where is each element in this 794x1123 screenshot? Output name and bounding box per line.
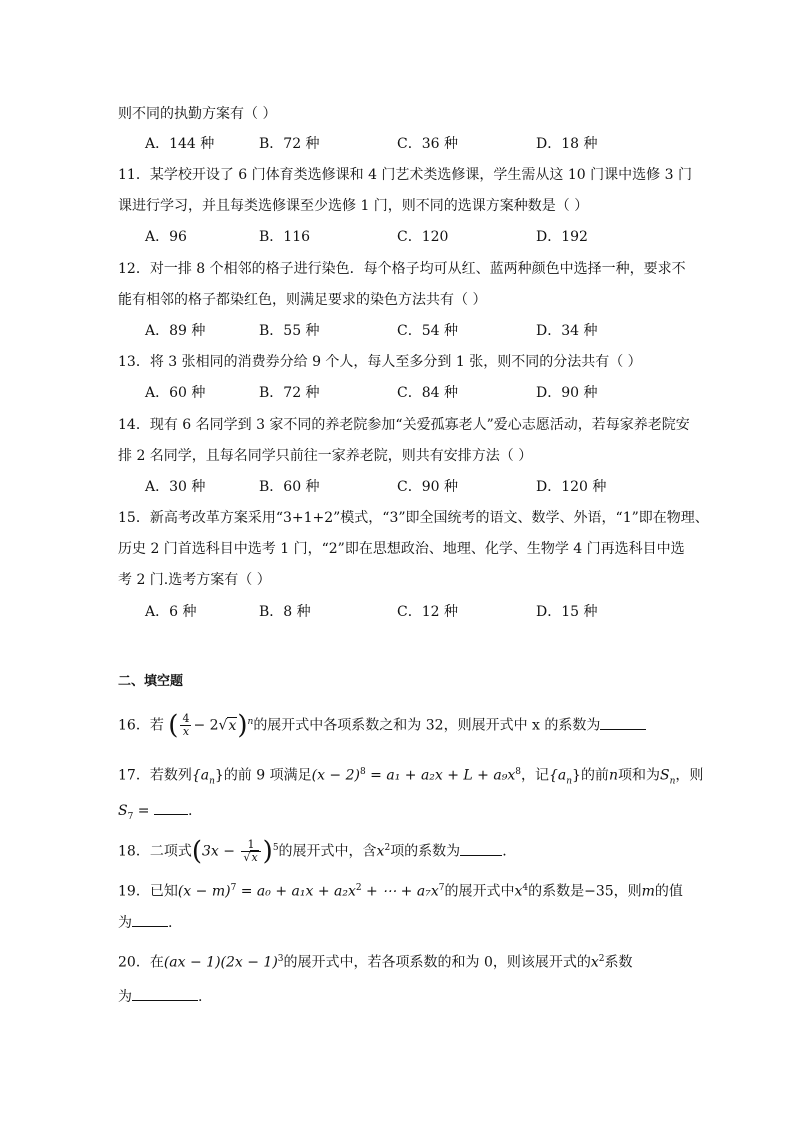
- q12-option-b: B．55 种: [259, 323, 320, 339]
- q18-frac-den: √x: [243, 851, 258, 865]
- q17-text-2: 的前 9 项满足: [223, 767, 312, 784]
- q17-s: S: [659, 767, 670, 784]
- q16-frac-num: 4: [182, 712, 190, 726]
- q19-value: −35: [584, 883, 614, 900]
- q11-option-c: C．120: [397, 229, 449, 245]
- q19-x: x: [514, 883, 523, 900]
- q15-stem-line3: 考 2 门.选考方案有（ ）: [118, 572, 271, 588]
- q16-minus-term: − 2: [193, 717, 219, 734]
- q17-period: .: [187, 803, 193, 819]
- q10-stem: 则不同的执勤方案有（ ）: [118, 106, 277, 122]
- q17-n-var: n: [608, 767, 618, 784]
- q18-period: .: [502, 843, 507, 860]
- q17-expr-exp: 8: [359, 767, 366, 777]
- q17-text-1: 17．若数列: [118, 767, 192, 784]
- q11-option-d: D．192: [536, 229, 588, 245]
- q20-line1: [118, 949, 633, 973]
- q17-text-5: 项和为: [617, 767, 660, 784]
- q19-text-3: 的系数是: [528, 883, 585, 900]
- q12-option-d: D．34 种: [536, 323, 598, 339]
- q19-expr: (x − m): [177, 883, 231, 900]
- q17-eq-exp: 8: [515, 767, 521, 777]
- q18-exponent: 5: [272, 843, 279, 853]
- q17-line2: [118, 800, 192, 827]
- q20-line2-text: 为: [118, 989, 132, 1005]
- q20-x: x: [590, 954, 599, 971]
- q16: [118, 708, 646, 740]
- q17-expr: (x − 2): [311, 767, 360, 784]
- q15-option-c: C．12 种: [397, 604, 458, 620]
- q20-x-exp: 2: [598, 954, 605, 964]
- q20-text-1: 20．在: [118, 954, 164, 971]
- q14-stem-line2: 排 2 名同学，且每名同学只前往一家养老院，则共有安排方法（ ）: [118, 448, 533, 464]
- q19-answer-blank: [132, 912, 168, 927]
- q12-stem-line2: 能有相邻的格子都染红色，则满足要求的染色方法共有（ ）: [118, 292, 487, 308]
- q19-line1: [118, 878, 683, 902]
- q10-option-c: C．36 种: [397, 136, 458, 152]
- q10-option-b: B．72 种: [259, 136, 320, 152]
- q18: [118, 834, 507, 866]
- q19-eq-rest: + ⋯ + a₇x: [361, 883, 439, 900]
- q17-seq-2: {a: [548, 767, 567, 784]
- q20-line2: [118, 986, 202, 1007]
- q18-frac-num: 1: [241, 839, 260, 852]
- q20-answer-blank: [132, 986, 198, 1001]
- q18-x-exp: 2: [384, 843, 391, 853]
- q17-s-sub: n: [669, 776, 676, 787]
- q14-option-d: D．120 种: [536, 479, 607, 495]
- q15-stem-line1: 15．新高考改革方案采用“3+1+2”模式，“3”即全国统考的语文、数学、外语，“1”即在物理、: [118, 510, 709, 526]
- q12-option-a: A．89 种: [145, 323, 206, 339]
- q19-expr-exp: 7: [230, 883, 237, 893]
- q17-seq: {a: [191, 767, 210, 784]
- q10-option-d: D．18 种: [536, 136, 598, 152]
- q18-text-1: 18．二项式: [118, 843, 192, 860]
- q14-option-a: A．30 种: [145, 479, 206, 495]
- q16-number: 16．若: [118, 717, 164, 734]
- q10-option-a: A．144 种: [145, 136, 215, 152]
- q19-line2-text: 为: [118, 915, 132, 931]
- q17-text-4: 的前: [580, 767, 609, 784]
- q15-option-a: A．6 种: [145, 604, 197, 620]
- q15-option-d: D．15 种: [536, 604, 598, 620]
- q16-sqrt-arg: x: [228, 717, 237, 734]
- q19-eq-exp7: 7: [438, 883, 445, 893]
- q17-eq: = a: [365, 767, 395, 784]
- q17-line1: [118, 762, 703, 791]
- q17-text-6: ，则: [675, 767, 704, 784]
- q15-option-b: B．8 种: [259, 604, 311, 620]
- q13-option-a: A．60 种: [145, 385, 206, 401]
- q16-left-paren: (: [168, 710, 179, 741]
- q18-fraction: [241, 839, 260, 864]
- q19-period: .: [168, 915, 173, 931]
- q11-stem-line1: 11．某学校开设了 6 门体育类选修课和 4 门艺术类选修课，学生需从这 10 门课中选修 3 门: [118, 167, 692, 183]
- q13-option-d: D．90 种: [536, 385, 598, 401]
- q13-stem: 13．将 3 张相同的消费券分给 9 个人，每人至多分到 1 张，则不同的分法共有（ ）: [118, 354, 642, 370]
- q19-text-5: 的值: [654, 883, 683, 900]
- q19-text-2: 的展开式中: [444, 883, 515, 900]
- q19-eq: = a₀ + a₁x + a₂x: [236, 883, 356, 900]
- q18-text-2: 的展开式中，含: [278, 843, 377, 860]
- q19-text-1: 19．已知: [118, 883, 178, 900]
- q18-text-3: 项的系数为: [390, 843, 461, 860]
- q19-m: m: [641, 883, 655, 900]
- q20-text-2: 的展开式中，若各项系数的和为 0，则该展开式的: [283, 954, 591, 971]
- q14-stem-line1: 14．现有 6 名同学到 3 家不同的养老院参加“关爱孤寡老人”爱心志愿活动，若每家养老院安: [118, 417, 690, 433]
- section-title-fill-in: 二、填空题: [118, 674, 184, 689]
- q12-stem-line1: 12．对一排 8 个相邻的格子进行染色．每个格子均可从红、蓝两种颜色中选择一种，要求不: [118, 261, 686, 277]
- q18-x: x: [376, 843, 385, 860]
- q16-right-paren: ): [237, 710, 248, 741]
- q20-text-3: 系数: [604, 954, 633, 971]
- q18-right-paren: ): [262, 836, 273, 867]
- q17-seq-sub: n: [209, 776, 215, 787]
- q19-x-exp: 4: [522, 883, 529, 893]
- q20-expr: (ax − 1)(2x − 1): [163, 954, 278, 971]
- q17-seq-close: }: [214, 767, 224, 784]
- q16-sqrt-sign: √: [218, 717, 228, 734]
- q17-s7: S: [118, 803, 128, 819]
- q11-option-a: A．96: [145, 229, 187, 245]
- q11-option-b: B．116: [259, 229, 311, 245]
- q12-option-c: C．54 种: [397, 323, 458, 339]
- q16-frac-den: x: [182, 725, 190, 739]
- q17-s7-sub: 7: [127, 811, 134, 822]
- q19-text-4: ，则: [613, 883, 642, 900]
- q11-stem-line2: 课进行学习，并且每类选修课至少选修 1 门，则不同的选课方案种数是（ ）: [118, 198, 589, 214]
- q17-eq-rest: ₁ + a₂x + L + a₉x: [394, 767, 516, 784]
- q17-text-3: ，记: [520, 767, 549, 784]
- q16-exponent: n: [247, 717, 254, 727]
- q18-left-paren: (: [191, 836, 202, 867]
- q17-s7-eq: =: [133, 803, 154, 819]
- q13-option-b: B．72 种: [259, 385, 320, 401]
- q20-period: .: [198, 989, 203, 1005]
- q15-stem-line2: 历史 2 门首选科目中选考 1 门，“2”即在思想政治、地理、化学、生物学 4 门再选科目中选: [118, 541, 685, 557]
- q17-answer-blank: [154, 800, 188, 815]
- q18-frac-den-arg: x: [251, 851, 258, 865]
- q16-tail: 的展开式中各项系数之和为 32，则展开式中 x 的系数为: [253, 717, 601, 734]
- q18-answer-blank: [460, 841, 502, 856]
- q16-answer-blank: [600, 715, 646, 730]
- q19-eq-exp2: 2: [355, 883, 362, 893]
- q13-option-c: C．84 种: [397, 385, 458, 401]
- q14-option-b: B．60 种: [259, 479, 320, 495]
- q19-line2: [118, 912, 172, 933]
- q20-expr-exp: 3: [277, 954, 284, 964]
- q17-seq-sub-2: n: [566, 776, 573, 787]
- q14-option-c: C．90 种: [397, 479, 458, 495]
- q18-inner: 3x −: [201, 843, 240, 860]
- q16-fraction: [180, 713, 191, 738]
- q17-seq-close-2: }: [572, 767, 581, 784]
